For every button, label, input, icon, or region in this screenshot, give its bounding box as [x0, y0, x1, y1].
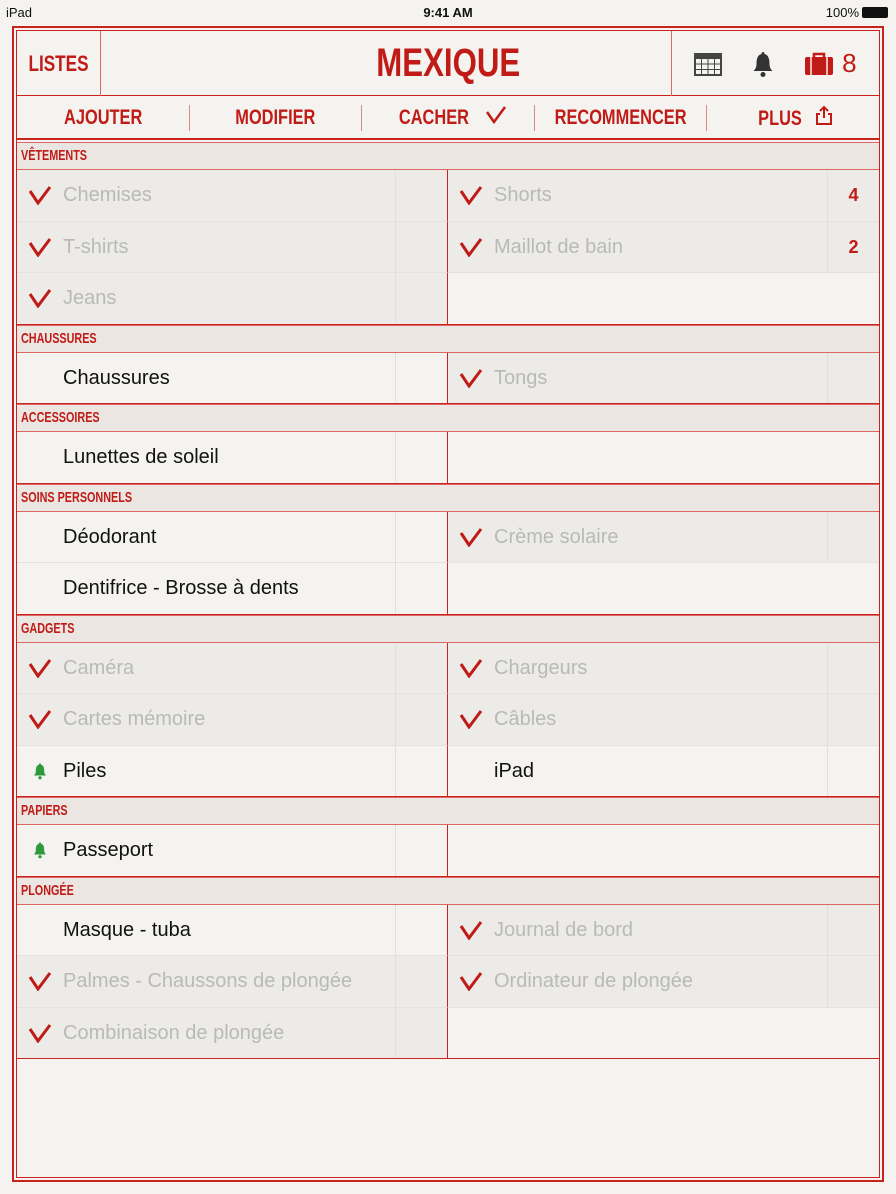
header [17, 31, 879, 96]
list-row [17, 694, 879, 746]
list-item[interactable] [17, 905, 448, 957]
list-row [17, 746, 879, 798]
lists-label: LISTES [28, 51, 89, 76]
hide-label: CACHER [399, 105, 470, 129]
check-icon[interactable] [17, 222, 63, 273]
unchecked-mark[interactable] [17, 905, 63, 956]
list-item[interactable] [17, 432, 448, 484]
section-title: ACCESSOIRES [21, 409, 100, 426]
item-label: Masque - tuba [63, 918, 191, 941]
item-label: Shorts [494, 184, 552, 206]
section-header [17, 325, 879, 353]
item-label: Combinaison de plongée [63, 1021, 285, 1044]
edit-button[interactable] [190, 105, 363, 131]
list-row [17, 353, 879, 405]
list-item[interactable] [17, 273, 448, 325]
quantity-cell[interactable] [395, 273, 447, 324]
list-item[interactable] [17, 694, 448, 746]
check-icon[interactable] [448, 956, 494, 1007]
quantity-cell[interactable] [827, 746, 879, 797]
unchecked-mark[interactable] [448, 746, 494, 797]
battery-icon [862, 7, 888, 18]
item-label: Chemises [63, 184, 152, 206]
list-row [17, 432, 879, 484]
check-icon[interactable] [17, 273, 63, 324]
quantity-cell[interactable] [395, 643, 447, 694]
quantity-cell[interactable] [395, 222, 447, 273]
empty-cell [448, 825, 879, 877]
list-item[interactable] [17, 353, 448, 405]
list-item[interactable] [448, 643, 879, 695]
item-label: iPad [494, 759, 535, 782]
quantity-cell[interactable] [827, 643, 879, 694]
section-title: CHAUSSURES [21, 329, 97, 347]
quantity-cell[interactable] [395, 746, 447, 797]
item-label: Caméra [63, 656, 135, 679]
restart-button[interactable] [535, 105, 708, 131]
quantity-cell[interactable]: 4 [827, 170, 879, 221]
list-row [17, 170, 879, 222]
quantity-cell[interactable] [827, 905, 879, 956]
item-label: Dentifrice - Brosse à dents [63, 577, 299, 599]
list-item[interactable] [17, 643, 448, 695]
share-icon [814, 105, 834, 125]
unchecked-mark[interactable] [17, 512, 63, 563]
check-icon[interactable] [448, 512, 494, 563]
item-label: Crème solaire [494, 525, 619, 548]
list-item[interactable] [448, 512, 879, 564]
list-item[interactable] [448, 746, 879, 798]
list-item[interactable] [17, 1008, 448, 1060]
calendar-icon[interactable] [694, 52, 722, 76]
list-item[interactable] [17, 825, 448, 877]
check-icon[interactable] [17, 694, 63, 745]
add-label: AJOUTER [63, 105, 142, 129]
list-item[interactable] [448, 222, 879, 274]
section-header [17, 615, 879, 643]
check-icon[interactable] [448, 170, 494, 221]
device-label: iPad [6, 5, 33, 20]
battery [826, 5, 888, 20]
item-label: Palmes - Chaussons de plongée [63, 970, 353, 992]
item-label: Câbles [494, 708, 557, 730]
toolbar [17, 97, 879, 140]
item-label: Piles [63, 759, 107, 782]
item-label: T-shirts [63, 235, 129, 258]
list-item[interactable] [17, 746, 448, 798]
item-label: Cartes mémoire [63, 708, 206, 730]
more-button[interactable] [707, 105, 879, 131]
section-title: GADGETS [21, 619, 75, 637]
item-label: Tongs [494, 366, 548, 389]
restart-label: RECOMMENCER [554, 105, 687, 129]
section-header [17, 484, 879, 512]
unchecked-mark[interactable] [17, 563, 63, 614]
battery-percent: 100% [825, 5, 859, 20]
item-label: Jeans [63, 287, 117, 309]
list-item[interactable] [448, 170, 879, 222]
list-item[interactable] [448, 905, 879, 957]
check-icon[interactable] [17, 170, 63, 221]
item-label: Chargeurs [494, 656, 588, 679]
quantity-cell[interactable] [395, 353, 447, 404]
check-icon [485, 106, 507, 124]
quantity-cell[interactable] [395, 563, 447, 614]
list-row [17, 273, 879, 325]
item-label: Journal de bord [494, 918, 633, 941]
list-item[interactable] [17, 563, 448, 615]
check-icon[interactable] [448, 643, 494, 694]
add-button[interactable] [17, 105, 190, 131]
quantity-cell[interactable] [827, 694, 879, 745]
bell-icon[interactable] [751, 50, 775, 78]
suitcase-icon [804, 52, 834, 76]
check-icon[interactable] [448, 353, 494, 404]
check-icon[interactable] [17, 643, 63, 694]
section-header [17, 142, 879, 170]
clock: 9:41 AM [423, 5, 473, 20]
list-item[interactable] [17, 170, 448, 222]
item-label: Lunettes de soleil [63, 446, 219, 468]
list-row [17, 905, 879, 957]
quantity-cell[interactable] [395, 694, 447, 745]
section-header [17, 877, 879, 905]
packed-count: 8 [842, 48, 857, 78]
quantity-cell[interactable] [395, 170, 447, 221]
status-bar [0, 0, 896, 24]
quantity-cell[interactable] [395, 1008, 447, 1059]
section-header [17, 797, 879, 825]
check-icon[interactable] [448, 222, 494, 273]
packing-list [17, 142, 879, 1059]
list-row [17, 222, 879, 274]
lists-button[interactable] [17, 31, 101, 96]
section-title: PAPIERS [21, 802, 68, 819]
list-row [17, 825, 879, 877]
item-label: Chaussures [63, 366, 170, 389]
hide-checked-button[interactable] [362, 105, 535, 131]
more-label: PLUS [758, 106, 803, 130]
quantity-cell[interactable] [395, 905, 447, 956]
list-row [17, 1008, 879, 1060]
list-item[interactable] [17, 956, 448, 1008]
unchecked-mark[interactable] [17, 432, 63, 483]
empty-cell [448, 563, 879, 615]
quantity-cell[interactable] [827, 512, 879, 563]
quantity-cell[interactable] [827, 956, 879, 1007]
list-row [17, 563, 879, 615]
empty-cell [448, 1008, 879, 1060]
quantity-cell[interactable] [395, 825, 447, 876]
list-row [17, 512, 879, 564]
quantity-cell[interactable] [827, 353, 879, 404]
section-title: VÊTEMENTS [21, 147, 88, 164]
item-label: Passeport [63, 839, 154, 861]
edit-label: MODIFIER [235, 105, 316, 129]
empty-cell [448, 273, 879, 325]
quantity-cell[interactable] [395, 512, 447, 563]
quantity-cell[interactable]: 2 [827, 222, 879, 273]
bell-icon[interactable] [17, 825, 63, 876]
check-icon[interactable] [17, 1008, 63, 1059]
list-row [17, 643, 879, 695]
list-row [17, 956, 879, 1008]
list-item[interactable] [448, 956, 879, 1008]
section-header [17, 404, 879, 432]
page-title: MEXIQUE [376, 41, 520, 85]
section-title: PLONGÉE [21, 881, 74, 899]
empty-cell [448, 432, 879, 484]
list-item[interactable] [448, 353, 879, 405]
quantity-cell[interactable] [395, 432, 447, 483]
list-item[interactable] [448, 694, 879, 746]
check-icon[interactable] [448, 905, 494, 956]
check-icon[interactable] [448, 694, 494, 745]
bell-icon[interactable] [17, 746, 63, 797]
list-frame [12, 26, 884, 1182]
section-title: SOINS PERSONNELS [21, 488, 133, 506]
unchecked-mark[interactable] [17, 353, 63, 404]
quantity-cell[interactable] [395, 956, 447, 1007]
item-label: Déodorant [63, 525, 157, 548]
check-icon[interactable] [17, 956, 63, 1007]
item-label: Ordinateur de plongée [494, 970, 694, 992]
packed-counter[interactable] [804, 48, 856, 79]
list-item[interactable] [17, 512, 448, 564]
item-label: Maillot de bain [494, 235, 623, 258]
list-item[interactable] [17, 222, 448, 274]
